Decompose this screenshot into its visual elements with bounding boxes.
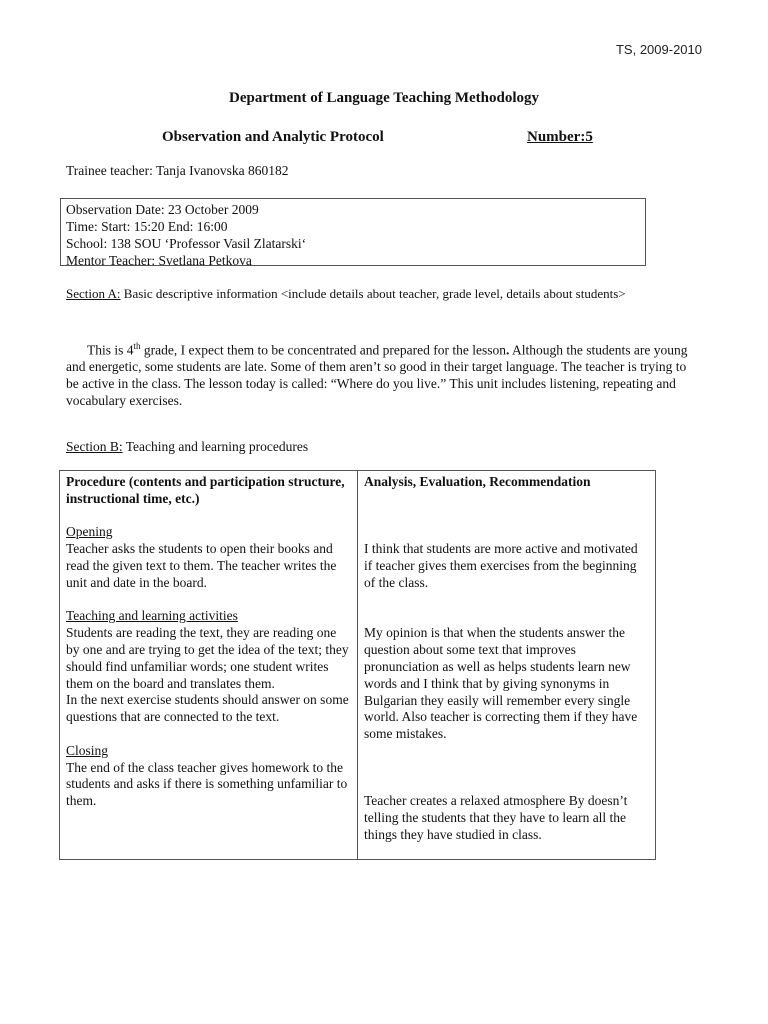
paragraph-part-3: Although the students are young and energetic, some students are late. Some of them aren’t so good in their target language. The teacher is trying to be active in the class. The lesson today is called: “Where do you live.” This unit includes listening, repeating and vocabulary exercises.	[66, 342, 688, 408]
protocol-title: Observation and Analytic Protocol	[162, 129, 384, 145]
closing-analysis: Teacher creates a relaxed atmosphere By doesn’t telling the students that they have to learn all the things they have studied in class.	[364, 793, 628, 842]
activities-text-2: In the next exercise students should answer on some questions that are connected to the text.	[66, 692, 349, 725]
mentor-teacher: Mentor Teacher: Svetlana Petkova	[66, 253, 252, 268]
opening-label: Opening	[66, 524, 113, 540]
section-b-text: Teaching and learning procedures	[122, 439, 309, 454]
descriptive-paragraph	[66, 338, 696, 410]
procedures-table	[59, 470, 656, 860]
protocol-number: Number:5	[527, 129, 593, 145]
school: School: 138 SOU ‘Professor Vasil Zlatarski‘	[66, 236, 307, 251]
activities-analysis: My opinion is that when the students answer the question about some text that improves pronunciation as well as helps students learn new words and I think that by giving synonyms in Bulgarian they easily will remember every single world. Also teacher is correcting them if they have some mistakes.	[364, 625, 638, 742]
closing-label: Closing	[66, 742, 109, 758]
observation-date: Observation Date: 23 October 2009	[66, 202, 259, 217]
procedure-column	[60, 471, 358, 860]
section-a-label: Section A:	[66, 286, 121, 301]
activities-text-1: Students are reading the text, they are reading one by one and are trying to get the idea of the text; they should find unfamiliar words; one student writes them on the board and translates them.	[66, 625, 349, 691]
observation-info-box	[60, 198, 646, 266]
trainee-teacher: Trainee teacher: Tanja Ivanovska 860182	[66, 163, 289, 178]
table-row	[60, 471, 656, 860]
section-b	[66, 439, 308, 455]
opening-text: Teacher asks the students to open their books and read the given text to them. The teacher writes the unit and date in the board.	[66, 541, 337, 590]
department-title: Department of Language Teaching Methodology	[228, 90, 539, 106]
analysis-header: Analysis, Evaluation, Recommendation	[364, 474, 591, 489]
observation-time: Time: Start: 15:20 End: 16:00	[66, 219, 228, 234]
paragraph-part-2: grade, I expect them to be concentrated and prepared for the lesson	[140, 342, 506, 358]
analysis-column	[358, 471, 656, 860]
section-b-label: Section B:	[66, 439, 123, 454]
section-a	[66, 286, 686, 302]
paragraph-sup: th	[133, 341, 141, 351]
opening-analysis: I think that students are more active and motivated if teacher gives them exercises from the beginning of the class.	[364, 541, 638, 590]
activities-label: Teaching and learning activities	[66, 608, 238, 624]
paragraph-part-1: This is 4	[87, 342, 134, 358]
paragraph-period: .	[506, 342, 510, 358]
procedure-header: Procedure (contents and participation structure, instructional time, etc.)	[66, 474, 345, 506]
header-code: TS, 2009-2010	[615, 42, 702, 57]
closing-text: The end of the class teacher gives homework to the students and asks if there is something unfamiliar to them.	[66, 759, 348, 809]
section-a-text: Basic descriptive information <include details about teacher, grade level, details about students>	[120, 286, 626, 301]
